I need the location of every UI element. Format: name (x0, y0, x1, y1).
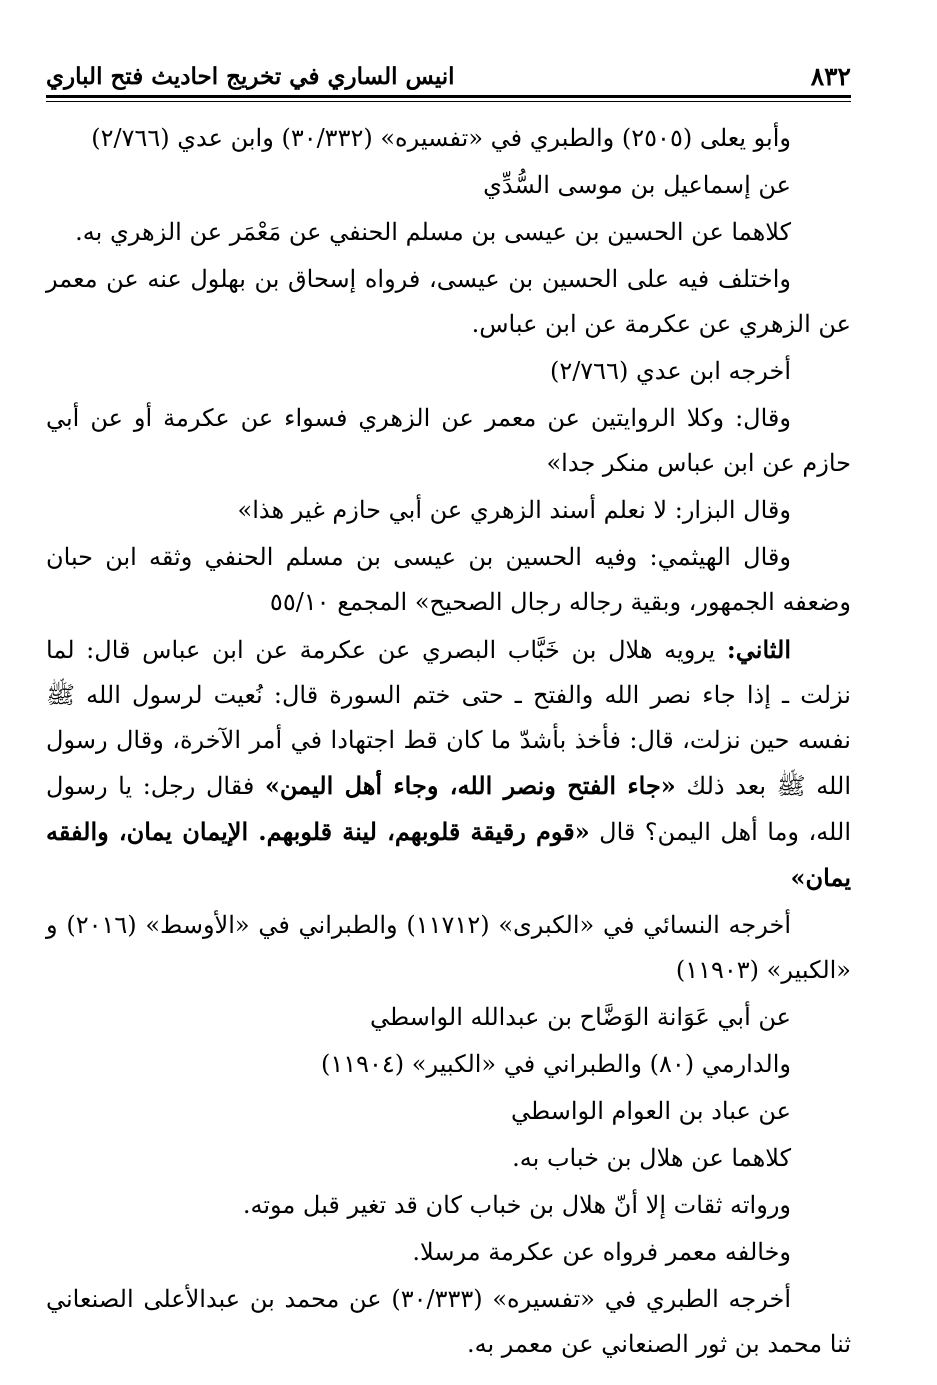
header-rule (46, 95, 851, 102)
book-title: انيس الساري في تخريج احاديث فتح الباري (46, 63, 455, 90)
page-body (46, 116, 851, 1369)
paragraph-1: وأبو يعلى (٢٥٠٥) والطبري في «تفسيره» (٣٠/٣٣٢) وابن عدي (٢/٧٦٦) (91, 124, 791, 152)
paragraph-10: أخرجه النسائي في «الكبرى» (١١٧١٢) والطبراني في «الأوسط» (٢٠١٦) و «الكبير» (١١٩٠٣) (46, 911, 851, 984)
paragraph-3: كلاهما عن الحسين بن عيسى بن مسلم الحنفي عن مَعْمَر عن الزهري به. (75, 218, 791, 246)
paragraph-4: واختلف فيه على الحسين بن عيسى، فرواه إسحاق بن بهلول عنه عن معمر عن الزهري عن عكرمة عن ابن عباس. (46, 265, 851, 338)
hadith-quote-2: «قوم رقيقة قلوبهم، لينة قلوبهم. الإيمان يمان، والفقه يمان» (46, 817, 851, 892)
paragraph-15: ورواته ثقات إلا أنّ هلال بن خباب كان قد تغير قبل موته. (242, 1191, 791, 1219)
paragraph-9-text-a: يرويه هلال بن خَبَّاب البصري عن عكرمة عن ابن عباس قال: لما نزلت ـ إذا جاء نصر الله والفتح ـ حتى ختم السورة قال: نُعيت لرسول الله ﷺ نفسه حين نزلت، قال: فأخذ بأشدّ ما كان قط اجتهادا في أمر الآخرة، وقال رسول الله ﷺ بعد ذلك (46, 636, 851, 800)
paragraph-17: أخرجه الطبري في «تفسيره» (٣٠/٣٣٣) عن محمد بن عبدالأعلى الصنعاني ثنا محمد بن ثور الصنعاني عن معمر به. (46, 1285, 851, 1358)
paragraph-7: وقال البزار: لا نعلم أسند الزهري عن أبي حازم غير هذا» (237, 496, 791, 524)
paragraph-2: عن إسماعيل بن موسى السُّدِّي (483, 171, 791, 199)
hadith-quote-1: «جاء الفتح ونصر الله، وجاء أهل اليمن» (264, 771, 676, 800)
paragraph-16: وخالفه معمر فرواه عن عكرمة مرسلا. (412, 1238, 791, 1266)
paragraph-11: عن أبي عَوَانة الوَضَّاح بن عبدالله الواسطي (370, 1003, 791, 1031)
paragraph-6: وقال: وكلا الروايتين عن معمر عن الزهري فسواء عن عكرمة أو عن أبي حازم عن ابن عباس منكر جدا» (46, 404, 851, 477)
paragraph-12: والدارمي (٨٠) والطبراني في «الكبير» (١١٩٠٤) (320, 1050, 791, 1078)
paragraph-8: وقال الهيثمي: وفيه الحسين بن عيسى بن مسلم الحنفي وثقه ابن حبان وضعفه الجمهور، وبقية رجاله رجال الصحيح» المجمع ٥٥/١٠ (46, 543, 851, 616)
paragraph-13: عن عباد بن العوام الواسطي (511, 1097, 791, 1125)
paragraph-14: كلاهما عن هلال بن خباب به. (512, 1144, 791, 1172)
paragraph-5: أخرجه ابن عدي (٢/٧٦٦) (549, 357, 791, 385)
paragraph-9-text-b: فقال رجل: يا رسول الله، وما أهل اليمن؟ قال (46, 772, 851, 846)
paragraph-9 (46, 627, 851, 901)
running-header (46, 52, 851, 92)
section-lead: الثاني: (726, 635, 791, 664)
page-number: ٨٣٢ (810, 62, 851, 91)
